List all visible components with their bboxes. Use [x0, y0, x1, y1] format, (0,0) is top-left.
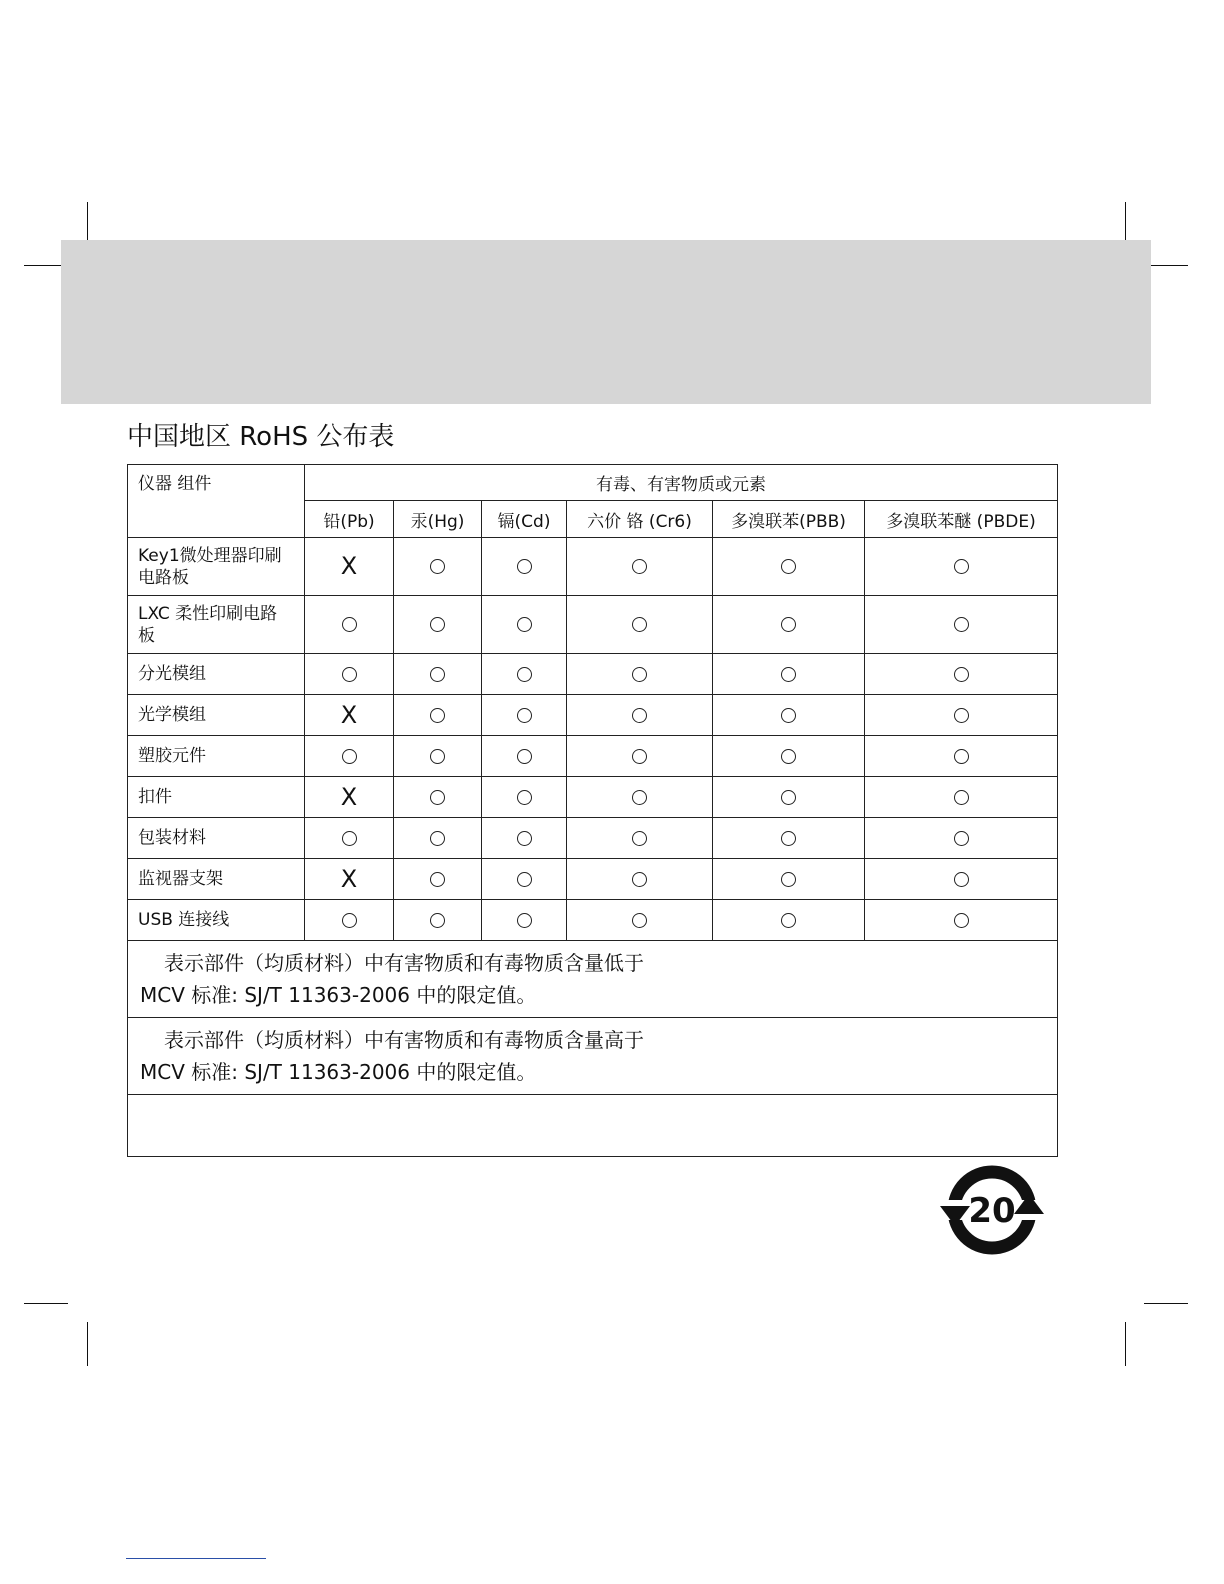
mark-compliant-icon	[781, 617, 796, 632]
mark-compliant-icon	[430, 667, 445, 682]
crop-mark	[1125, 1322, 1126, 1366]
table-row	[128, 818, 1058, 859]
empty-cell	[128, 1095, 1058, 1157]
substance-mark-cell	[394, 654, 482, 695]
substance-mark-cell	[865, 818, 1058, 859]
footer-rule	[126, 1558, 266, 1559]
substance-mark-cell	[482, 900, 567, 941]
substance-mark-cell	[394, 900, 482, 941]
mark-compliant-icon	[781, 749, 796, 764]
mark-compliant-icon	[781, 708, 796, 723]
substance-mark-cell	[305, 818, 394, 859]
mark-exceeds: X	[340, 700, 358, 729]
substance-mark-cell	[567, 654, 713, 695]
mark-compliant-icon	[517, 617, 532, 632]
mark-compliant-icon	[517, 872, 532, 887]
page-title: 中国地区 RoHS 公布表	[127, 422, 395, 452]
table-header-row	[128, 465, 1058, 501]
crop-mark	[24, 1303, 68, 1304]
rohs-table-body	[128, 465, 1058, 1157]
empty-row	[128, 1095, 1058, 1157]
substance-mark-cell	[865, 695, 1058, 736]
mark-compliant-icon	[632, 559, 647, 574]
substance-mark-cell	[713, 654, 865, 695]
mark-compliant-icon	[954, 749, 969, 764]
mark-exceeds: X	[340, 552, 358, 580]
mark-compliant-icon	[517, 667, 532, 682]
substance-header: 六价 铬 (Cr6)	[567, 501, 713, 538]
table-row	[128, 538, 1058, 596]
substance-mark-cell	[305, 777, 394, 818]
mark-compliant-icon	[517, 749, 532, 764]
mark-exceeds: X	[340, 864, 358, 893]
mark-compliant-icon	[430, 749, 445, 764]
mark-compliant-icon	[430, 872, 445, 887]
substance-mark-cell	[567, 736, 713, 777]
mark-compliant-icon	[430, 708, 445, 723]
substance-mark-cell	[482, 695, 567, 736]
component-name: 塑胶元件	[128, 736, 305, 777]
substance-header: 汞(Hg)	[394, 501, 482, 538]
substance-mark-cell	[865, 538, 1058, 596]
substance-mark-cell	[713, 736, 865, 777]
substance-mark-cell	[482, 818, 567, 859]
component-header: 仪器 组件	[128, 465, 305, 538]
substance-mark-cell	[567, 695, 713, 736]
substance-mark-cell	[305, 859, 394, 900]
substance-mark-cell	[713, 859, 865, 900]
substance-mark-cell	[567, 900, 713, 941]
mark-compliant-icon	[430, 617, 445, 632]
mark-compliant-icon	[517, 708, 532, 723]
substance-mark-cell	[865, 654, 1058, 695]
substance-mark-cell	[865, 777, 1058, 818]
table-row	[128, 859, 1058, 900]
component-name: USB 连接线	[128, 900, 305, 941]
table-row	[128, 654, 1058, 695]
mark-compliant-icon	[632, 708, 647, 723]
substance-mark-cell	[567, 818, 713, 859]
substance-mark-cell	[394, 818, 482, 859]
substance-mark-cell	[865, 859, 1058, 900]
mark-compliant-icon	[342, 749, 357, 764]
mark-compliant-icon	[632, 913, 647, 928]
substance-mark-cell	[865, 596, 1058, 654]
substance-mark-cell	[482, 654, 567, 695]
table-row	[128, 596, 1058, 654]
substance-mark-cell	[482, 538, 567, 596]
substance-header: 多溴联苯(PBB)	[713, 501, 865, 538]
note-row	[128, 1018, 1058, 1095]
substance-header: 多溴联苯醚 (PBDE)	[865, 501, 1058, 538]
component-name: 包装材料	[128, 818, 305, 859]
header-band	[61, 240, 1151, 404]
substance-mark-cell	[713, 900, 865, 941]
substance-header: 铅(Pb)	[305, 501, 394, 538]
substance-mark-cell	[305, 538, 394, 596]
mark-compliant-icon	[954, 831, 969, 846]
note-cell	[128, 941, 1058, 1018]
component-name: 监视器支架	[128, 859, 305, 900]
mark-compliant-icon	[430, 913, 445, 928]
mark-compliant-icon	[517, 913, 532, 928]
mark-compliant-icon	[781, 831, 796, 846]
substance-mark-cell	[865, 900, 1058, 941]
mark-compliant-icon	[632, 790, 647, 805]
substance-mark-cell	[482, 777, 567, 818]
table-row	[128, 695, 1058, 736]
substance-mark-cell	[394, 736, 482, 777]
mark-compliant-icon	[781, 790, 796, 805]
note-text: 表示部件（均质材料）中有害物质和有毒物质含量低于	[164, 951, 644, 975]
mark-compliant-icon	[342, 831, 357, 846]
note-text: 表示部件（均质材料）中有害物质和有毒物质含量高于	[164, 1028, 644, 1052]
substance-mark-cell	[713, 818, 865, 859]
mark-compliant-icon	[517, 831, 532, 846]
substance-mark-cell	[482, 596, 567, 654]
mark-compliant-icon	[517, 790, 532, 805]
substance-mark-cell	[567, 538, 713, 596]
mark-compliant-icon	[430, 790, 445, 805]
crop-mark	[1144, 1303, 1188, 1304]
component-name: Key1微处理器印刷电路板	[128, 538, 305, 596]
substance-mark-cell	[394, 777, 482, 818]
substance-mark-cell	[865, 736, 1058, 777]
substance-mark-cell	[305, 654, 394, 695]
substance-mark-cell	[394, 596, 482, 654]
mark-compliant-icon	[954, 559, 969, 574]
component-name: 光学模组	[128, 695, 305, 736]
component-name: LXC 柔性印刷电路板	[128, 596, 305, 654]
note-cell	[128, 1018, 1058, 1095]
mark-compliant-icon	[632, 617, 647, 632]
component-name: 分光模组	[128, 654, 305, 695]
substance-mark-cell	[713, 695, 865, 736]
note-row	[128, 941, 1058, 1018]
substance-mark-cell	[305, 695, 394, 736]
table-row	[128, 900, 1058, 941]
table-row	[128, 736, 1058, 777]
substance-mark-cell	[482, 736, 567, 777]
substance-mark-cell	[713, 596, 865, 654]
mark-compliant-icon	[632, 749, 647, 764]
substance-mark-cell	[394, 859, 482, 900]
mark-compliant-icon	[954, 913, 969, 928]
mark-compliant-icon	[781, 667, 796, 682]
substance-mark-cell	[567, 859, 713, 900]
substance-mark-cell	[305, 900, 394, 941]
mark-compliant-icon	[781, 913, 796, 928]
mark-compliant-icon	[781, 559, 796, 574]
mark-compliant-icon	[632, 831, 647, 846]
substance-mark-cell	[567, 777, 713, 818]
mark-compliant-icon	[954, 872, 969, 887]
mark-compliant-icon	[632, 872, 647, 887]
crop-mark	[87, 1322, 88, 1366]
epup-number: 20	[968, 1191, 1016, 1231]
mark-compliant-icon	[342, 667, 357, 682]
substance-header: 镉(Cd)	[482, 501, 567, 538]
substance-mark-cell	[567, 596, 713, 654]
component-name: 扣件	[128, 777, 305, 818]
substance-mark-cell	[305, 736, 394, 777]
substance-mark-cell	[394, 695, 482, 736]
substance-mark-cell	[394, 538, 482, 596]
mark-exceeds: X	[340, 782, 358, 811]
note-standard: MCV 标准: SJ/T 11363-2006 中的限定值。	[140, 983, 537, 1007]
table-row	[128, 777, 1058, 818]
mark-compliant-icon	[954, 790, 969, 805]
rohs-table	[127, 464, 1058, 1157]
substance-mark-cell	[713, 538, 865, 596]
mark-compliant-icon	[342, 617, 357, 632]
mark-compliant-icon	[517, 559, 532, 574]
mark-compliant-icon	[954, 617, 969, 632]
epup-recycle-icon	[938, 1160, 1046, 1260]
substance-group-header: 有毒、有害物质或元素	[305, 465, 1058, 501]
mark-compliant-icon	[342, 913, 357, 928]
mark-compliant-icon	[954, 708, 969, 723]
mark-compliant-icon	[430, 559, 445, 574]
substance-mark-cell	[713, 777, 865, 818]
mark-compliant-icon	[632, 667, 647, 682]
substance-mark-cell	[305, 596, 394, 654]
mark-compliant-icon	[954, 667, 969, 682]
note-standard: MCV 标准: SJ/T 11363-2006 中的限定值。	[140, 1060, 537, 1084]
mark-compliant-icon	[781, 872, 796, 887]
mark-compliant-icon	[430, 831, 445, 846]
substance-mark-cell	[482, 859, 567, 900]
